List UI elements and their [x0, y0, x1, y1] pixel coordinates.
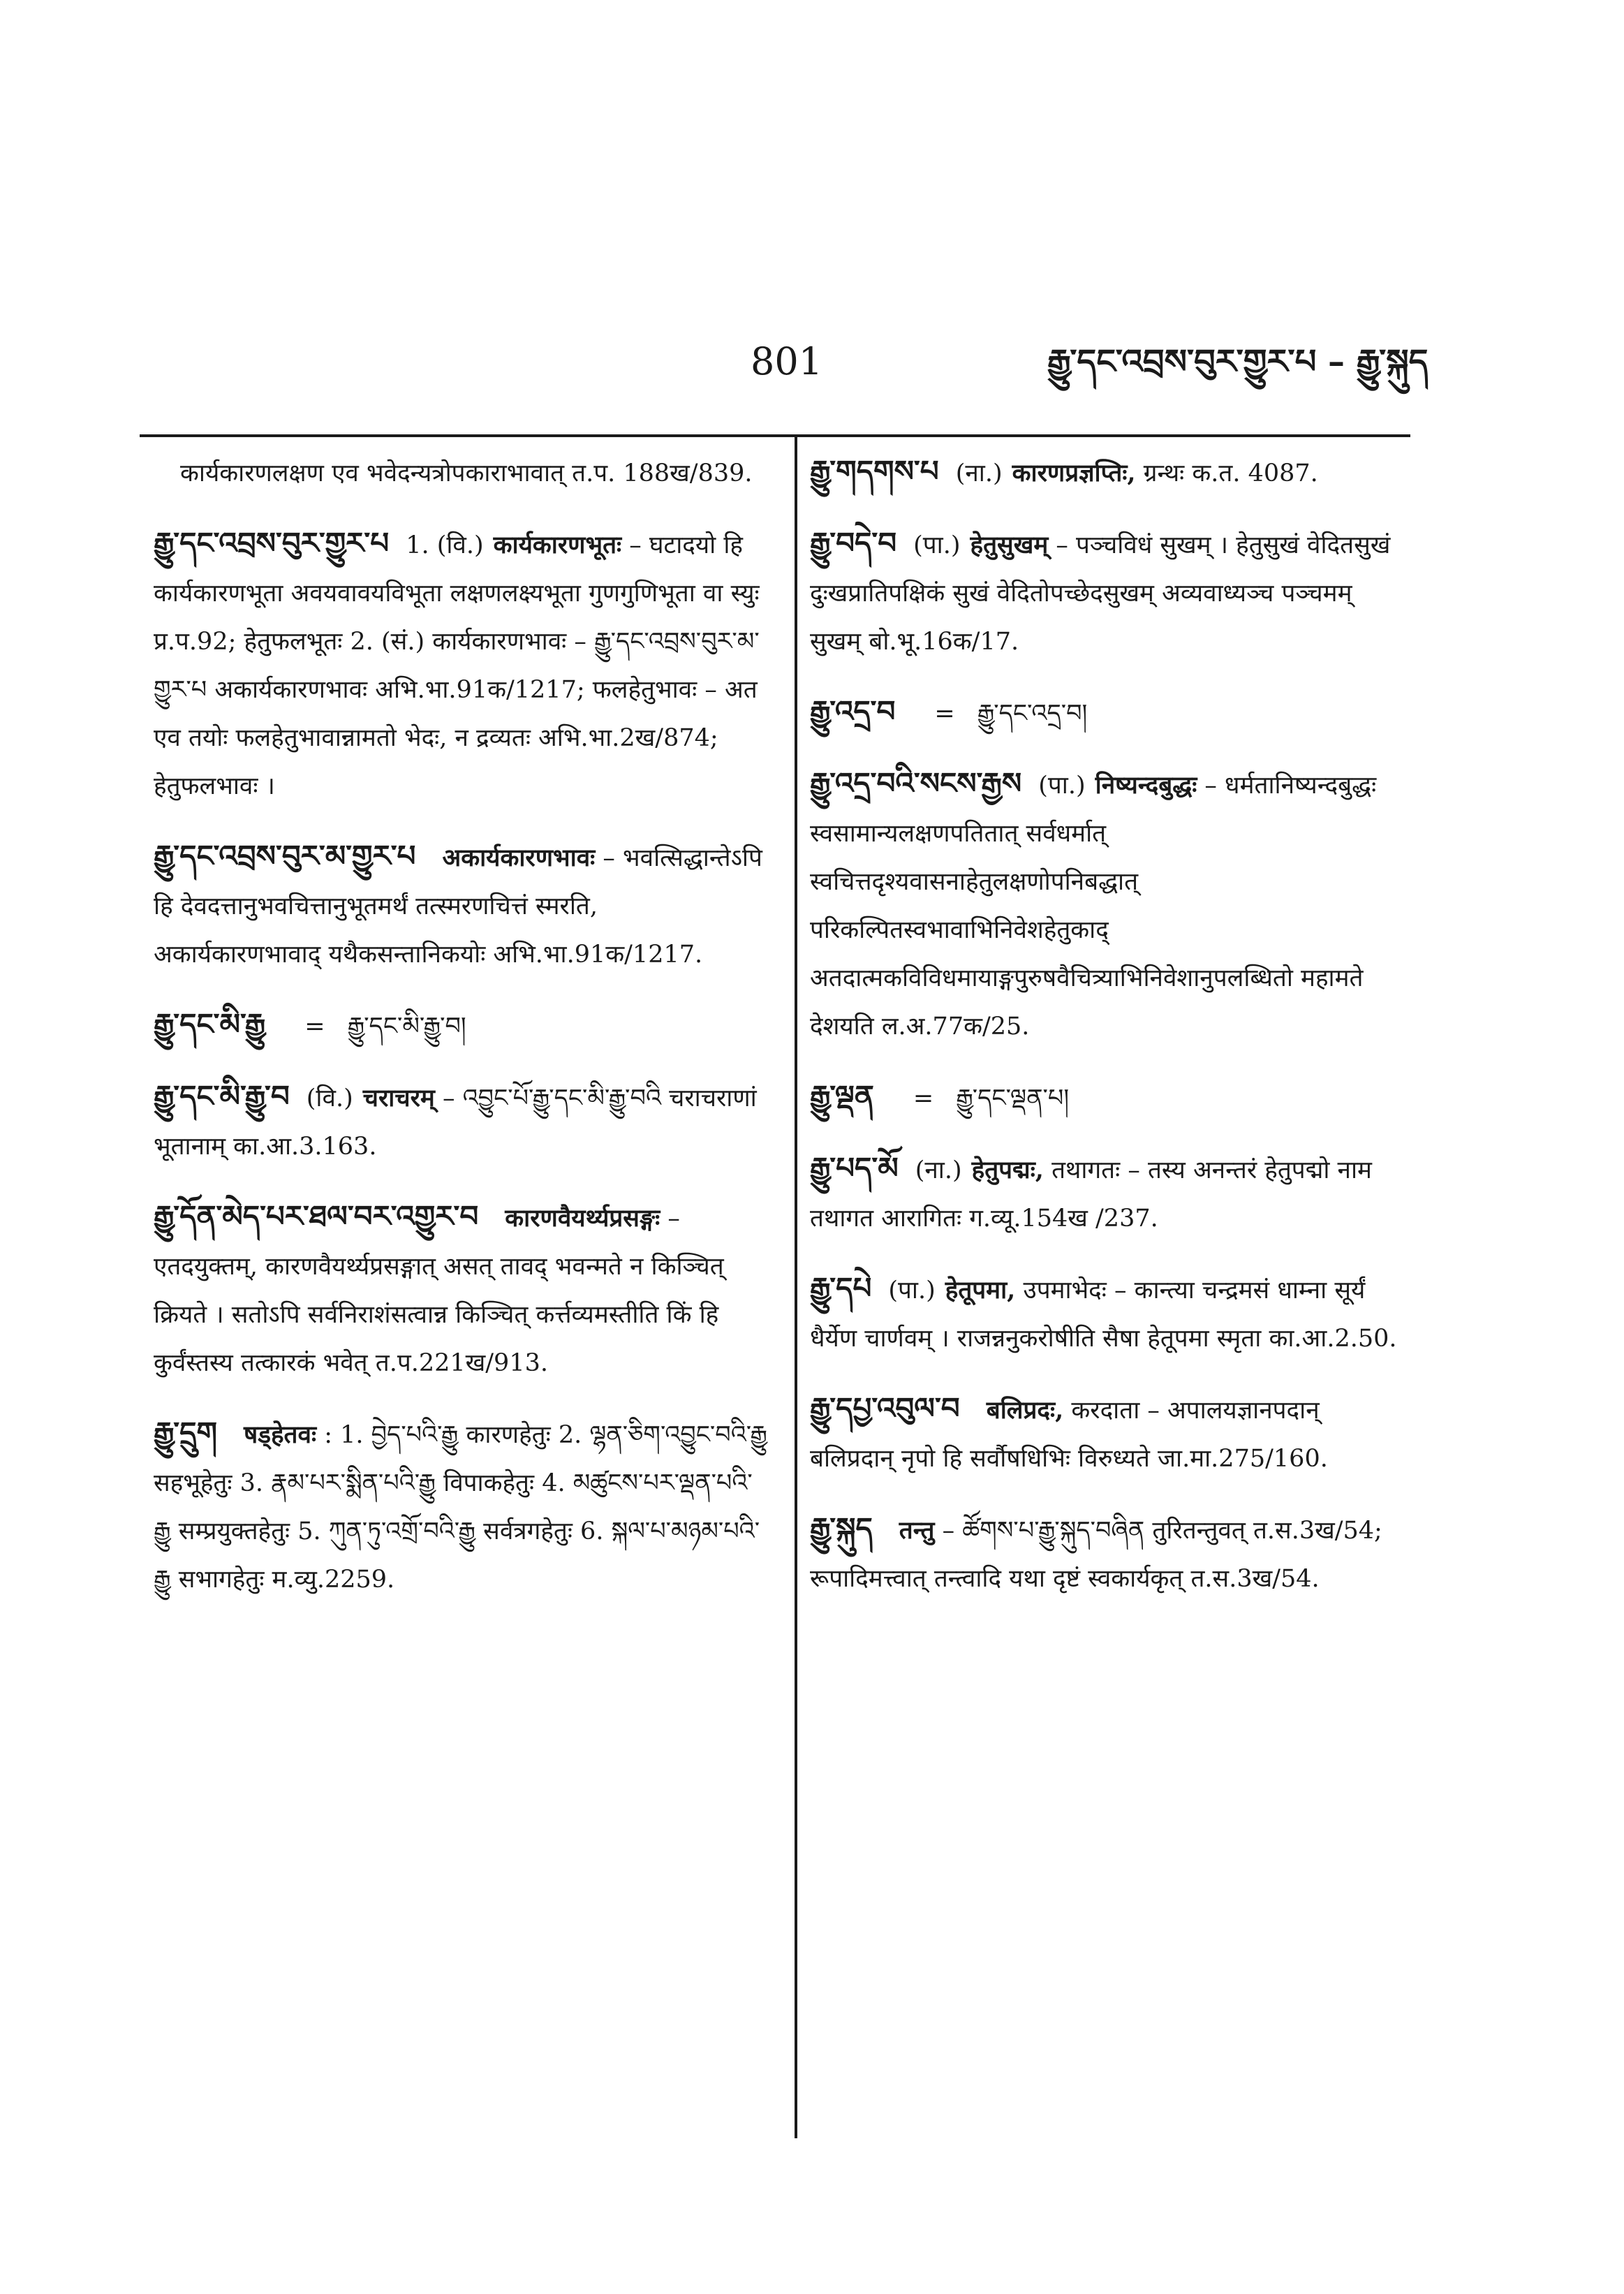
entry-headword: རྒྱུ་ལྡན [810, 1079, 874, 1113]
entry-headword: རྒྱུ་དཔྱ་འབུལ་བ [810, 1391, 960, 1425]
entry-body: – धर्मतानिष्यन्दबुद्धः स्वसामान्यलक्षणपतितात् सर्वधर्मात् स्वचित्तदृश्यवासनाहेतुलक्षणोपनिबद्धात् परिकल्पितस्वभावाभिनिवेशहेतुकाद् अतदात्मकविविधमायाङ्गपुरुषवैचित्र्याभिनिवेशानुपलब्धितो महामते देशयति ल.अ.77क/25. [810, 772, 1377, 1041]
dictionary-entry [154, 519, 768, 811]
entry-body: – घटादयो हि कार्यकारणभूता अवयवावयविभूता लक्षणलक्ष्यभूता गुणगुणिभूता वा स्युः प्र.प.92; हेतुफलभूतः 2. (सं.) कार्यकारणभावः – རྒྱུ་དང་འབྲས་བུར་མ་གྱུར་པ अकार्यकारणभावः अभि.भा.91क/1217; फलहेतुभावः – अत एव तयोः फलहेतुभावान्नामतो भेदः, न द्रव्यतः अभि.भा.2ख/874; हेतुफलभावः । [154, 531, 760, 800]
dictionary-entry [810, 1072, 1410, 1123]
entry-headword: རྒྱུ་དང་འབྲས་བུར་མ་གྱུར་པ [154, 839, 416, 873]
entry-sanskrit: अकार्यकारणभावः [442, 844, 596, 872]
entry-sanskrit: हेतुसुखम् [970, 531, 1049, 559]
entry-sanskrit: कारणवैयर्थ्यप्रसङ्गः [505, 1204, 660, 1233]
entry-body: – འབྱུང་པོ་རྒྱུ་དང་མི་རྒྱུ་བའི चराचराणां भूतानाम् का.आ.3.163. [154, 1084, 757, 1161]
page-number: 801 [751, 339, 823, 383]
entry-sanskrit: हेतुपद्मः, [971, 1156, 1044, 1184]
running-head: རྒྱུ་དང་འབྲས་བུར་གྱུར་པ – རྒྱུ་སྐུད [1047, 342, 1429, 381]
dictionary-entry [810, 1504, 1410, 1603]
dictionary-entry [154, 1409, 768, 1604]
entry-headword: རྒྱུ་གདགས་པ [810, 454, 939, 488]
left-column [154, 447, 768, 1625]
dictionary-entry [154, 447, 768, 498]
dictionary-entry [810, 759, 1410, 1051]
entry-body: – एतदयुक्तम्, कारणवैयर्थ्यप्रसङ्गात् असत् तावद् भवन्मते न किञ्चित् क्रियते । सतोऽपि सर्वनिराशंसत्वान्न किञ्चित् कर्त्तव्यमस्तीति किं हि कुर्वंस्तस्य तत्कारकं भवेत् त.प.221ख/913. [154, 1205, 724, 1377]
page-header [0, 334, 1624, 390]
dictionary-entry [154, 1000, 768, 1051]
dictionary-entry [154, 1072, 768, 1171]
dictionary-entry [810, 1144, 1410, 1243]
entry-body: – भवत्सिद्धान्तेऽपि हि देवदत्तानुभवचित्तानुभूतमर्थं तत्स्मरणचित्तं स्मरति, अकार्यकारणभावाद् यथैकसन्तानिकयोः अभि.भा.91क/1217. [154, 844, 762, 969]
dictionary-entry [810, 1264, 1410, 1363]
entry-body: རྒྱུ་དང་མི་རྒྱུ་བ། [347, 1013, 466, 1041]
entry-body: कार्यकारणलक्षण एव भवेदन्यत्रोपकाराभावात् त.प. 188ख/839. [180, 459, 753, 487]
entry-headword: རྒྱུ་དང་མི་རྒྱུ་བ [154, 1079, 290, 1113]
entry-sanskrit: निष्यन्दबुद्धः [1095, 771, 1197, 800]
entry-sanskrit: हेतूपमा, [945, 1276, 1016, 1304]
entry-sanskrit: तन्तु [899, 1516, 935, 1545]
entry-body: རྒྱུ་དང་ལྡན་པ། [956, 1084, 1070, 1112]
entry-equals: = [913, 1084, 934, 1112]
header-rule [140, 434, 1410, 437]
entry-headword: རྒྱུ་འདྲ་བའི་སངས་རྒྱས [810, 766, 1022, 800]
dictionary-entry [810, 1384, 1410, 1483]
entry-headword: རྒྱུ་པད་མོ [810, 1151, 899, 1185]
entry-sanskrit: कारणप्रज्ञप्तिः, [1012, 459, 1136, 487]
entry-headword: རྒྱུ་དཔེ [810, 1271, 872, 1305]
entry-headword: རྒྱུ་དང་འབྲས་བུར་གྱུར་པ [154, 526, 390, 560]
entry-body: : 1. བྱེད་པའི་རྒྱུ कारणहेतुः 2. ལྷན་ཅིག་འབྱུང་བའི་རྒྱུ सहभूहेतुः 3. རྣམ་པར་སྨིན་པའི་རྒྱུ विपाकहेतुः 4. མཚུངས་པར་ལྡན་པའི་རྒྱུ सम्प्रयुक्तहेतुः 5. ཀུན་ཏུ་འགྲོ་བའི་རྒྱུ सर्वत्रगहेतुः 6. སྐལ་པ་མཉམ་པའི་རྒྱུ सभागहेतुः म.व्यु.2259. [154, 1421, 768, 1594]
entry-pos: (ना.) [915, 1156, 962, 1184]
entry-pos: 1. (वि.) [406, 531, 484, 559]
entry-pos: (पा.) [888, 1277, 936, 1304]
dictionary-entry [810, 519, 1410, 666]
entry-headword: རྒྱུ་དོན་མེད་པར་ཐལ་བར་འགྱུར་བ [154, 1199, 479, 1233]
right-column [810, 447, 1410, 1624]
entry-headword: རྒྱུ་སྐུད [810, 1511, 873, 1545]
entry-sanskrit: बलिप्रदः, [986, 1396, 1064, 1425]
entry-equals: = [304, 1013, 325, 1041]
entry-headword: རྒྱུ་འདྲ་བ [810, 694, 896, 728]
dictionary-entry [810, 447, 1410, 498]
entry-sanskrit: षड्हेतवः [244, 1420, 317, 1449]
entry-body: – ཚོགས་པ་རྒྱུ་སྐུད་བཞིན तुरितन्तुवत् त.स.3ख/54; रूपादिमत्त्वात् तन्त्वादि यथा दृष्टं स्वकार्यकृत् त.स.3ख/54. [810, 1517, 1382, 1593]
entry-body: करदाता – अपालयज्ञानपदान् बलिप्रदान् नृपो हि सर्वौषधिभिः विरुध्यते जा.मा.275/160. [810, 1397, 1328, 1473]
entry-headword: རྒྱུ་དང་མི་རྒྱུ [154, 1007, 266, 1041]
entry-headword: རྒྱུ་བདེ་བ [810, 526, 897, 560]
entry-headword: རྒྱུ་དྲུག [154, 1416, 218, 1450]
column-divider [795, 434, 797, 2138]
dictionary-entry [154, 1192, 768, 1388]
entry-pos: (वि.) [306, 1084, 353, 1112]
entry-equals: = [934, 700, 955, 728]
entry-body: ग्रन्थः क.त. 4087. [1143, 459, 1318, 487]
entry-body: རྒྱུ་དང་འདྲ་བ། [977, 700, 1088, 728]
entry-sanskrit: चराचरम् [362, 1084, 435, 1112]
entry-pos: (ना.) [955, 459, 1003, 487]
entry-pos: (पा.) [913, 531, 961, 559]
entry-body: उपमाभेदः – कान्त्या चन्द्रमसं धाम्ना सूर्यं धैर्येण चार्णवम् । राजन्ननुकरोषीति सैषा हेतूपमा स्मृता का.आ.2.50. [810, 1277, 1397, 1353]
entry-sanskrit: कार्यकारणभूतः [493, 531, 622, 559]
entry-body: – पञ्चविधं सुखम् । हेतुसुखं वेदितसुखं दुःखप्रातिपक्षिकं सुखं वेदितोपच्छेदसुखम् अव्यवाध्यञ्च पञ्चमम् सुखम् बो.भू.16क/17. [810, 531, 1391, 656]
dictionary-entry [154, 832, 768, 979]
entry-pos: (पा.) [1038, 772, 1086, 800]
dictionary-entry [810, 687, 1410, 738]
entry-body: तथागतः – तस्य अनन्तरं हेतुपद्मो नाम तथागत आरागितः ग.व्यू.154ख /237. [810, 1156, 1372, 1233]
